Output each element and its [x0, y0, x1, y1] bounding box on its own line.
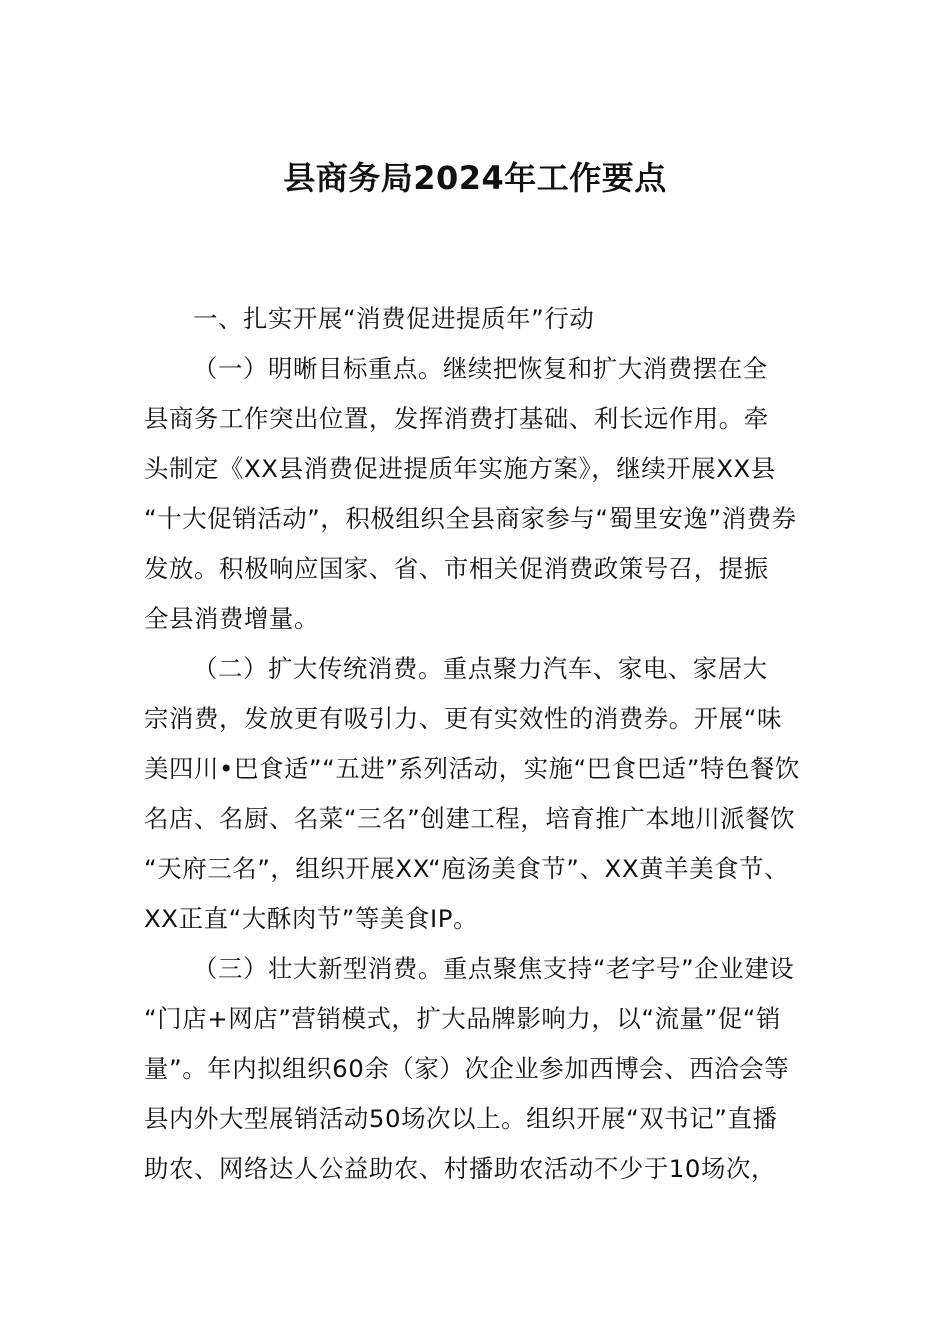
paragraph-2-line-1: （二）扩大传统消费。重点聚力汽车、家电、家居大	[193, 654, 768, 683]
paragraph-3-line-2: “门店+网店”营销模式，扩大品牌影响力，以“流量”促“销	[144, 1004, 782, 1033]
paragraph-1-line-6: 全县消费增量。	[144, 604, 319, 633]
paragraph-2-line-5: “天府三名”，组织开展XX“庖汤美食节”、XX黄羊美食节、	[144, 854, 790, 883]
paragraph-1-line-4: “十大促销活动”，积极组织全县商家参与“蜀里安逸”消费券	[144, 504, 797, 533]
paragraph-2-line-4: 名店、名厨、名菜“三名”创建工程，培育推广本地川派餐饮	[144, 804, 796, 833]
heading-1: 一、扎实开展“消费促进提质年”行动	[193, 304, 595, 333]
paragraph-3-line-1: （三）壮大新型消费。重点聚焦支持“老字号”企业建设	[193, 954, 795, 983]
paragraph-3-line-4: 县内外大型展销活动50场次以上。组织开展“双书记”直播	[144, 1104, 778, 1133]
paragraph-1-line-2: 县商务工作突出位置，发挥消费打基础、利长远作用。牵	[144, 404, 769, 433]
paragraph-1-line-3: 头制定《XX县消费促进提质年实施方案》，继续开展XX县	[144, 454, 776, 483]
document-title: 县商务局2024年工作要点	[283, 159, 667, 197]
paragraph-2-line-3: 美四川•巴食适”“五进”系列活动，实施“巴食巴适”特色餐饮	[144, 754, 800, 783]
paragraph-1-line-1: （一）明晰目标重点。继续把恢复和扩大消费摆在全	[193, 354, 768, 383]
paragraph-3-line-5: 助农、网络达人公益助农、村播助农活动不少于10场次，	[144, 1154, 777, 1183]
paragraph-2-line-6: XX正直“大酥肉节”等美食IP。	[144, 904, 479, 933]
paragraph-2-line-2: 宗消费，发放更有吸引力、更有实效性的消费券。开展“味	[144, 704, 783, 733]
paragraph-3-line-3: 量”。年内拟组织60余（家）次企业参加西博会、西洽会等	[144, 1054, 790, 1083]
paragraph-1-line-5: 发放。积极响应国家、省、市相关促消费政策号召，提振	[144, 554, 769, 583]
